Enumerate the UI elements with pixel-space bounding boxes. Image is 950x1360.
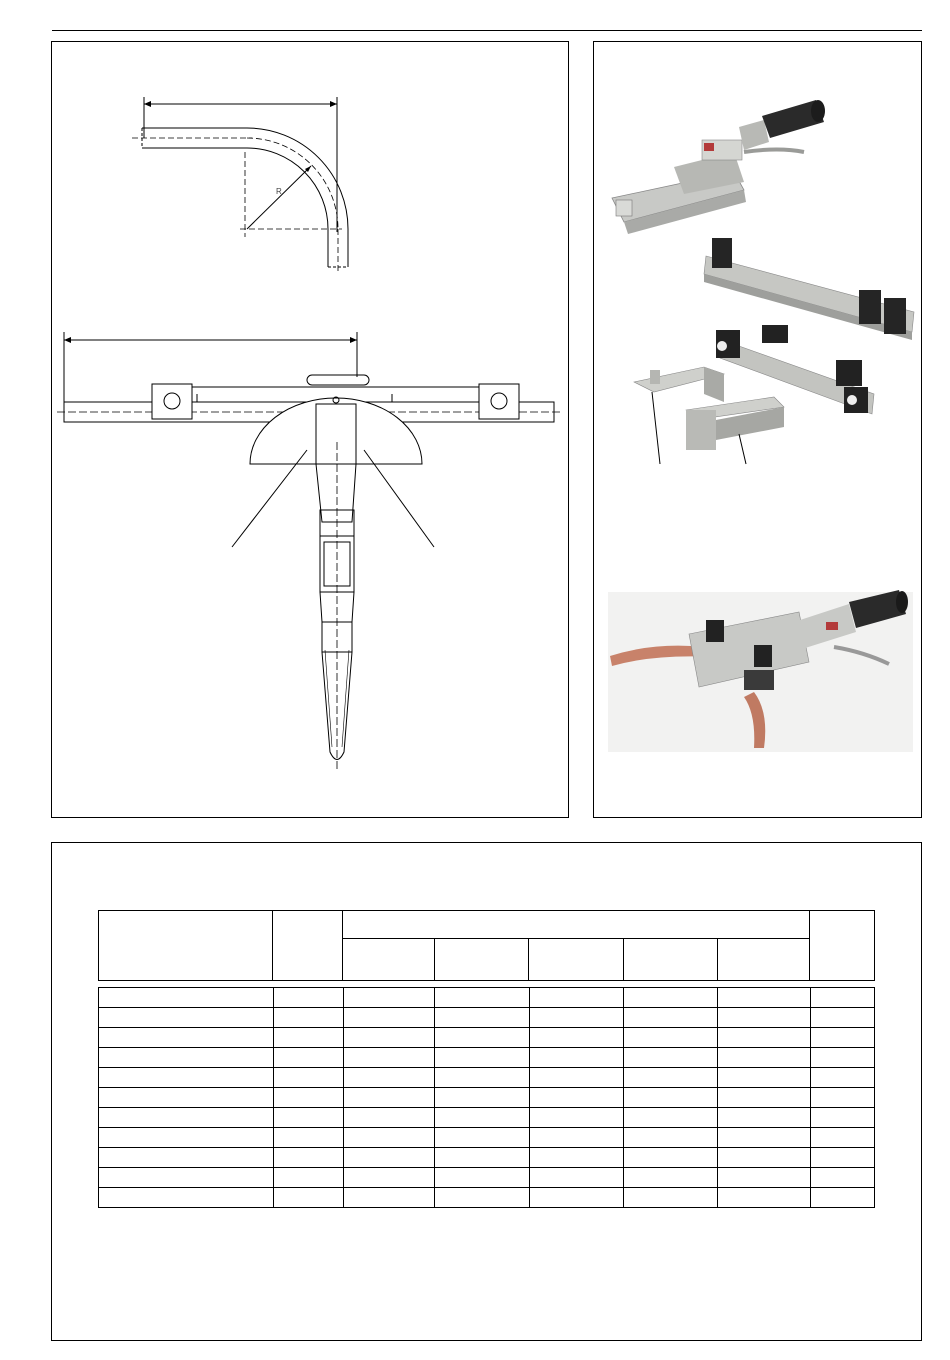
header-subcell bbox=[434, 939, 528, 981]
table-cell bbox=[529, 1048, 623, 1068]
table-cell bbox=[273, 1088, 343, 1108]
table-cell bbox=[273, 1148, 343, 1168]
table-cell bbox=[273, 1008, 343, 1028]
table-cell bbox=[529, 1088, 623, 1108]
table-cell bbox=[435, 1068, 529, 1088]
table-cell bbox=[435, 1088, 529, 1108]
table-cell bbox=[810, 988, 874, 1008]
table-cell bbox=[343, 1088, 434, 1108]
table-row bbox=[99, 1168, 875, 1188]
table-cell bbox=[99, 1088, 274, 1108]
table-cell bbox=[718, 988, 810, 1008]
table-cell bbox=[624, 988, 718, 1008]
table-rows bbox=[99, 988, 875, 1208]
table-cell bbox=[810, 1128, 874, 1148]
header-cell bbox=[99, 911, 273, 981]
table-cell bbox=[273, 1188, 343, 1208]
bend-radius-label: R bbox=[276, 187, 282, 196]
table-cell bbox=[718, 1148, 810, 1168]
table-cell bbox=[435, 1128, 529, 1148]
table-cell bbox=[99, 1008, 274, 1028]
specification-panel bbox=[51, 842, 922, 1341]
table-cell bbox=[99, 1048, 274, 1068]
pipe-bend-diagram-icon bbox=[132, 97, 348, 274]
spec-table-header bbox=[98, 910, 875, 981]
table-row bbox=[99, 1068, 875, 1088]
table-row bbox=[99, 1108, 875, 1128]
spec-table-body bbox=[98, 987, 875, 1208]
table-cell bbox=[529, 1168, 623, 1188]
table-cell bbox=[529, 1108, 623, 1128]
table-row bbox=[99, 1048, 875, 1068]
table-cell bbox=[99, 1148, 274, 1168]
guide-rail-photo-icon bbox=[704, 238, 914, 340]
table-cell bbox=[718, 1088, 810, 1108]
table-cell bbox=[718, 1168, 810, 1188]
table-cell bbox=[99, 1028, 274, 1048]
table-row bbox=[99, 1128, 875, 1148]
table-cell bbox=[624, 1008, 718, 1028]
table-cell bbox=[810, 1168, 874, 1188]
table-cell bbox=[273, 1168, 343, 1188]
table-cell bbox=[718, 1108, 810, 1128]
header-subcell bbox=[343, 939, 434, 981]
table-cell bbox=[343, 1108, 434, 1128]
table-cell bbox=[718, 1008, 810, 1028]
table-cell bbox=[343, 1128, 434, 1148]
table-cell bbox=[624, 1168, 718, 1188]
table-cell bbox=[529, 1028, 623, 1048]
table-cell bbox=[99, 1108, 274, 1128]
table-cell bbox=[343, 1068, 434, 1088]
table-cell bbox=[810, 1188, 874, 1208]
table-cell bbox=[810, 1008, 874, 1028]
table-cell bbox=[435, 1048, 529, 1068]
table-row bbox=[99, 1008, 875, 1028]
table-cell bbox=[435, 1108, 529, 1128]
table-cell bbox=[343, 988, 434, 1008]
table-cell bbox=[273, 1028, 343, 1048]
table-cell bbox=[529, 1008, 623, 1028]
table-cell bbox=[529, 988, 623, 1008]
table-cell bbox=[273, 1068, 343, 1088]
header-subcell bbox=[529, 939, 623, 981]
table-cell bbox=[99, 1068, 274, 1088]
header-subcell bbox=[717, 939, 809, 981]
table-row bbox=[99, 1088, 875, 1108]
table-cell bbox=[624, 1028, 718, 1048]
table-cell bbox=[273, 1128, 343, 1148]
header-cell bbox=[810, 911, 875, 981]
table-cell bbox=[435, 988, 529, 1008]
table-cell bbox=[718, 1128, 810, 1148]
table-cell bbox=[273, 1048, 343, 1068]
header-cell bbox=[272, 911, 343, 981]
table-cell bbox=[529, 1068, 623, 1088]
table-row bbox=[99, 1148, 875, 1168]
table-cell bbox=[435, 1168, 529, 1188]
table-cell bbox=[810, 1148, 874, 1168]
table-cell bbox=[99, 988, 274, 1008]
table-cell bbox=[343, 1048, 434, 1068]
table-cell bbox=[624, 1108, 718, 1128]
drawing-panel bbox=[51, 41, 569, 818]
table-row bbox=[99, 988, 875, 1008]
table-cell bbox=[624, 1088, 718, 1108]
table-cell bbox=[718, 1028, 810, 1048]
table-cell bbox=[435, 1008, 529, 1028]
table-cell bbox=[529, 1188, 623, 1208]
table-row bbox=[99, 1028, 875, 1048]
table-cell bbox=[624, 1128, 718, 1148]
header-cell-group bbox=[343, 911, 810, 939]
photo-collage bbox=[594, 42, 923, 819]
table-cell bbox=[529, 1148, 623, 1168]
table-cell bbox=[718, 1068, 810, 1088]
table-cell bbox=[718, 1048, 810, 1068]
table-cell bbox=[624, 1068, 718, 1088]
table-cell bbox=[529, 1128, 623, 1148]
table-cell bbox=[273, 1108, 343, 1128]
table-cell bbox=[99, 1128, 274, 1148]
header-subcell bbox=[623, 939, 717, 981]
table-cell bbox=[810, 1088, 874, 1108]
table-cell bbox=[810, 1028, 874, 1048]
table-cell bbox=[343, 1168, 434, 1188]
technical-drawing bbox=[52, 42, 570, 819]
table-cell bbox=[624, 1148, 718, 1168]
table-cell bbox=[343, 1188, 434, 1208]
table-row bbox=[99, 1188, 875, 1208]
table-cell bbox=[99, 1188, 274, 1208]
table-cell bbox=[435, 1148, 529, 1168]
table-cell bbox=[435, 1188, 529, 1208]
photos-panel bbox=[593, 41, 922, 818]
table-cell bbox=[99, 1168, 274, 1188]
table-cell bbox=[718, 1188, 810, 1208]
table-cell bbox=[343, 1008, 434, 1028]
bending-frame-photo-icon bbox=[716, 325, 874, 414]
hydraulic-bender-photo-icon bbox=[612, 100, 825, 234]
table-cell bbox=[624, 1048, 718, 1068]
table-cell bbox=[810, 1108, 874, 1128]
table-cell bbox=[810, 1048, 874, 1068]
bending-shoe-parts-photo-icon bbox=[634, 367, 784, 464]
table-cell bbox=[343, 1028, 434, 1048]
bender-with-copper-pipe-photo-icon bbox=[608, 590, 913, 752]
header-rule bbox=[52, 30, 922, 31]
table-cell bbox=[273, 988, 343, 1008]
table-cell bbox=[435, 1028, 529, 1048]
table-cell bbox=[810, 1068, 874, 1088]
table-cell bbox=[343, 1148, 434, 1168]
table-cell bbox=[624, 1188, 718, 1208]
bender-top-view-icon bbox=[57, 332, 560, 770]
